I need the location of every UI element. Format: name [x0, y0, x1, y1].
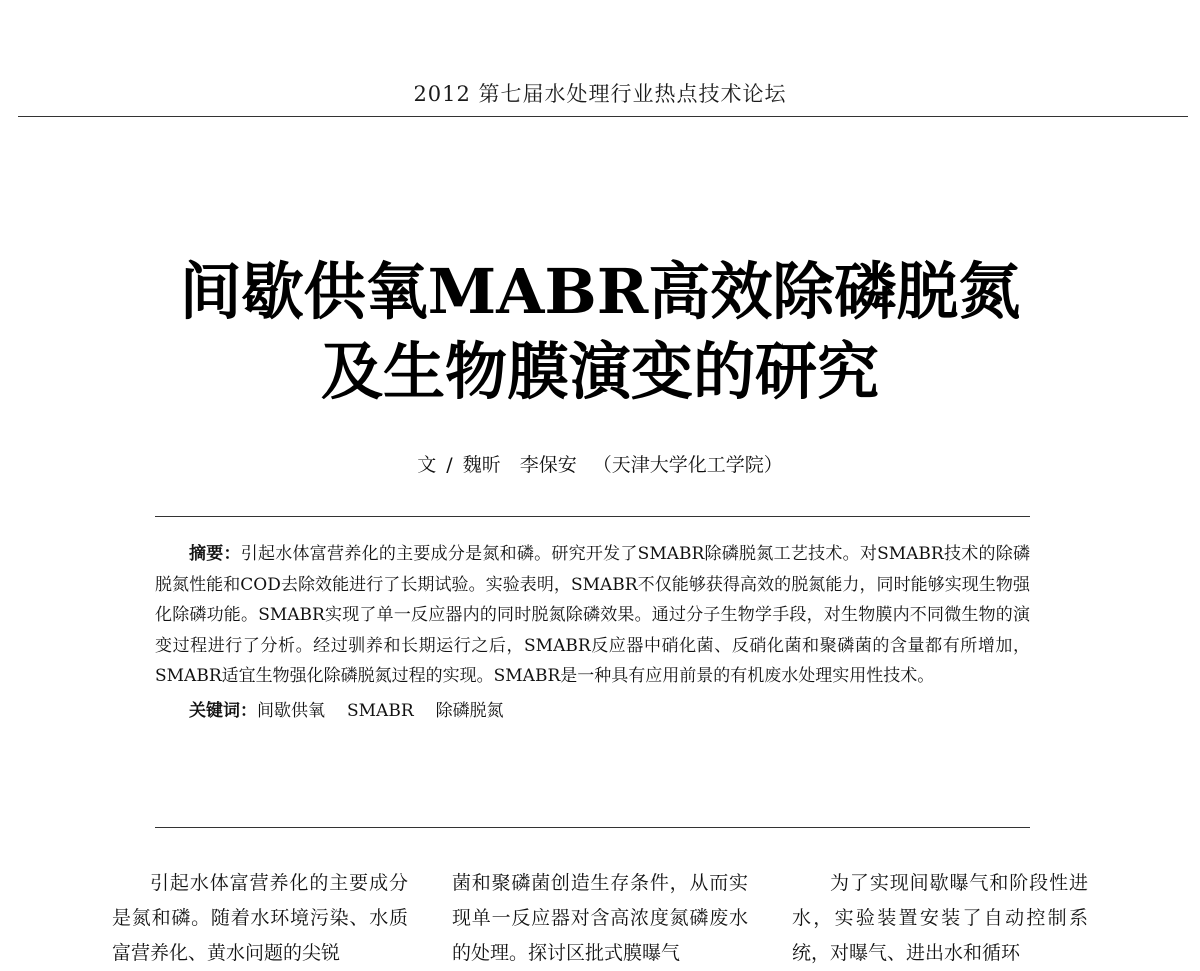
keyword: 间歇供氧	[257, 700, 325, 721]
keywords-label: 关键词：	[189, 700, 257, 721]
affiliation: （天津大学化工学院）	[592, 454, 783, 476]
running-header: 2012 第七届水处理行业热点技术论坛	[413, 82, 787, 106]
byline	[0, 450, 1200, 477]
body-paragraph: 菌和聚磷菌创造生存条件，从而实现单一反应器对含高浓度氮磷废水的处理。探讨区批式膜曝气	[452, 872, 748, 964]
keyword: 除磷脱氮	[435, 700, 504, 721]
abstract-text: 引起水体富营养化的主要成分是氮和磷。研究开发了SMABR除磷脱氮工艺技术。对SMABR技术的除磷脱氮性能和COD去除效能进行了长期试验。实验表明，SMABR不仅能够获得高效的脱氮能力，同时能够实现生物强化除磷功能。SMABR实现了单一反应器内的同时脱氮除磷效果。通过分子生物学手段，对生物膜内不同微生物的演变过程进行了分析。经过驯养和长期运行之后，SMABR反应器中硝化菌、反硝化菌和聚磷菌的含量都有所增加，SMABR适宜生物强化除磷脱氮过程的实现。SMABR是一种具有应用前景的有机废水处理实用性技术。	[155, 544, 1031, 687]
abstract	[155, 539, 1030, 692]
body-column-3	[792, 866, 1088, 971]
authors: 魏昕 李保安	[462, 454, 577, 476]
body-paragraph: 引起水体富营养化的主要成分是氮和磷。随着水环境污染、水质富营养化、黄水问题的尖锐	[112, 872, 408, 964]
keywords	[155, 696, 1030, 726]
byline-prefix: 文	[417, 454, 437, 476]
body-column-2	[452, 866, 748, 971]
abstract-label: 摘要：	[189, 544, 241, 564]
body-columns	[112, 866, 1092, 971]
body-paragraph: 为了实现间歇曝气和阶段性进水，实验装置安装了自动控制系统，对曝气、进出水和循环	[792, 872, 1088, 964]
byline-separator: /	[446, 454, 453, 476]
body-column-1	[112, 866, 408, 971]
abstract-box	[155, 516, 1030, 828]
title-line-2: 及生物膜演变的研究	[320, 335, 879, 408]
title-line-1: 间歇供氧MABR高效除磷脱氮	[179, 255, 1021, 328]
article-title	[0, 252, 1200, 412]
keyword: SMABR	[347, 700, 414, 721]
header-rule	[18, 116, 1188, 117]
